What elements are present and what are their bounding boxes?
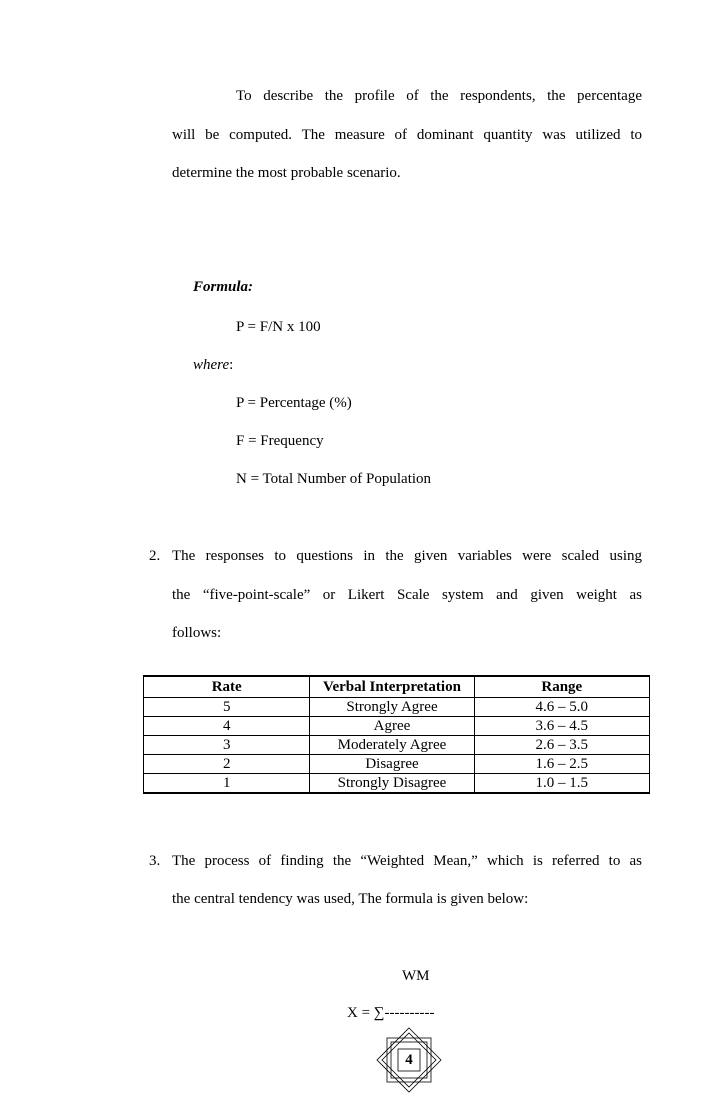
intro-line-2: will be computed. The measure of dominant quantity was utilized to (172, 127, 642, 143)
table-row (144, 736, 650, 755)
item-3-number: 3. (149, 853, 161, 869)
page-number-ornament (374, 1025, 444, 1095)
rate-cell: 3 (144, 736, 310, 755)
range-cell: 4.6 – 5.0 (474, 698, 649, 717)
interpretation-cell: Agree (310, 717, 474, 736)
definition-f: F = Frequency (236, 433, 324, 449)
formula-heading: Formula: (193, 279, 254, 295)
range-cell: 3.6 – 4.5 (474, 717, 649, 736)
column-header-verbal-interpretation: Verbal Interpretation (310, 676, 474, 698)
table-row (144, 755, 650, 774)
range-cell: 1.6 – 2.5 (474, 755, 649, 774)
table-row (144, 774, 650, 794)
intro-line-1: To describe the profile of the respondents, the percentage (236, 88, 642, 104)
where-word: where (193, 357, 230, 373)
definition-p: P = Percentage (%) (236, 395, 352, 411)
interpretation-cell: Moderately Agree (310, 736, 474, 755)
formula-equation: P = F/N x 100 (236, 319, 321, 335)
definition-n: N = Total Number of Population (236, 471, 432, 487)
range-cell: 1.0 – 1.5 (474, 774, 649, 794)
column-header-range: Range (474, 676, 649, 698)
table-header-row (144, 676, 650, 698)
column-header-rate: Rate (144, 676, 310, 698)
page-number: 4 (405, 1052, 413, 1068)
likert-scale-table (143, 675, 650, 794)
where-label (193, 357, 233, 374)
rate-cell: 5 (144, 698, 310, 717)
interpretation-cell: Disagree (310, 755, 474, 774)
range-cell: 2.6 – 3.5 (474, 736, 649, 755)
interpretation-cell: Strongly Disagree (310, 774, 474, 794)
weighted-mean-numerator: WM (402, 968, 430, 984)
table-row (144, 717, 650, 736)
table-row (144, 698, 650, 717)
rate-cell: 2 (144, 755, 310, 774)
item-2-line-3: follows: (172, 625, 222, 641)
weighted-mean-expression: X = ∑---------- (347, 1005, 435, 1021)
interpretation-cell: Strongly Agree (310, 698, 474, 717)
rate-cell: 4 (144, 717, 310, 736)
intro-line-3: determine the most probable scenario. (172, 165, 401, 181)
rate-cell: 1 (144, 774, 310, 794)
item-3-line-1: The process of finding the “Weighted Mean,” which is referred to as (172, 853, 642, 869)
item-2-number: 2. (149, 548, 161, 564)
item-2-line-1: The responses to questions in the given variables were scaled using (172, 548, 642, 564)
where-colon: : (229, 357, 234, 373)
item-2-line-2: the “five-point-scale” or Likert Scale system and given weight as (172, 587, 642, 603)
item-3-line-2: the central tendency was used, The formula is given below: (172, 891, 529, 907)
